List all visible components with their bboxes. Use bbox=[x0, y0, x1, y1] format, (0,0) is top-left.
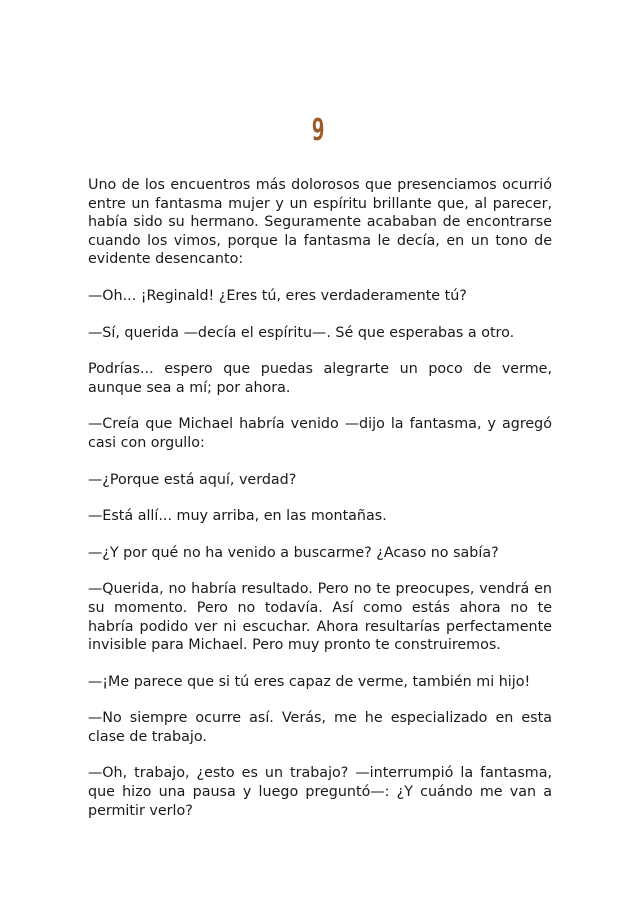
paragraph-5: —Creía que Michael habría venido —dijo la fantasma, y agregó casi con orgullo: bbox=[88, 416, 552, 451]
chapter-body bbox=[88, 176, 552, 838]
paragraph-9: —Querida, no habría resultado. Pero no te preocupes, vendrá en su momento. Pero no todavía. Así como estás ahora no te habría podido ver ni escuchar. Ahora resultarías perfectamente invisible para Michael. Pero muy pronto te construiremos. bbox=[88, 581, 552, 654]
paragraph-2: —Oh... ¡Reginald! ¿Eres tú, eres verdaderamente tú? bbox=[88, 287, 467, 304]
paragraph-1: Uno de los encuentros más dolorosos que presenciamos ocurrió entre un fantasma mujer y un espíritu brillante que, al parecer, había sido su hermano. Seguramente acababan de encontrarse cuando los vimos, porque la fantasma le decía, en un tono de evidente desencanto: bbox=[88, 177, 552, 268]
paragraph-4: Podrías... espero que puedas alegrarte un poco de verme, aunque sea a mí; por ahora. bbox=[88, 361, 552, 396]
paragraph-6: —¿Porque está aquí, verdad? bbox=[88, 471, 297, 488]
paragraph-3: —Sí, querida —decía el espíritu—. Sé que esperabas a otro. bbox=[88, 324, 515, 341]
paragraph-12: —Oh, trabajo, ¿esto es un trabajo? —interrumpió la fantasma, que hizo una pausa y luego preguntó—: ¿Y cuándo me van a permitir verlo? bbox=[88, 765, 552, 819]
paragraph-11: —No siempre ocurre así. Verás, me he especializado en esta clase de trabajo. bbox=[88, 710, 552, 745]
paragraph-8: —¿Y por qué no ha venido a buscarme? ¿Acaso no sabía? bbox=[88, 544, 499, 561]
chapter-number: 9 bbox=[311, 113, 325, 148]
paragraph-7: —Está allí... muy arriba, en las montañas. bbox=[88, 508, 387, 525]
paragraph-10: —¡Me parece que si tú eres capaz de verme, también mi hijo! bbox=[88, 673, 531, 690]
